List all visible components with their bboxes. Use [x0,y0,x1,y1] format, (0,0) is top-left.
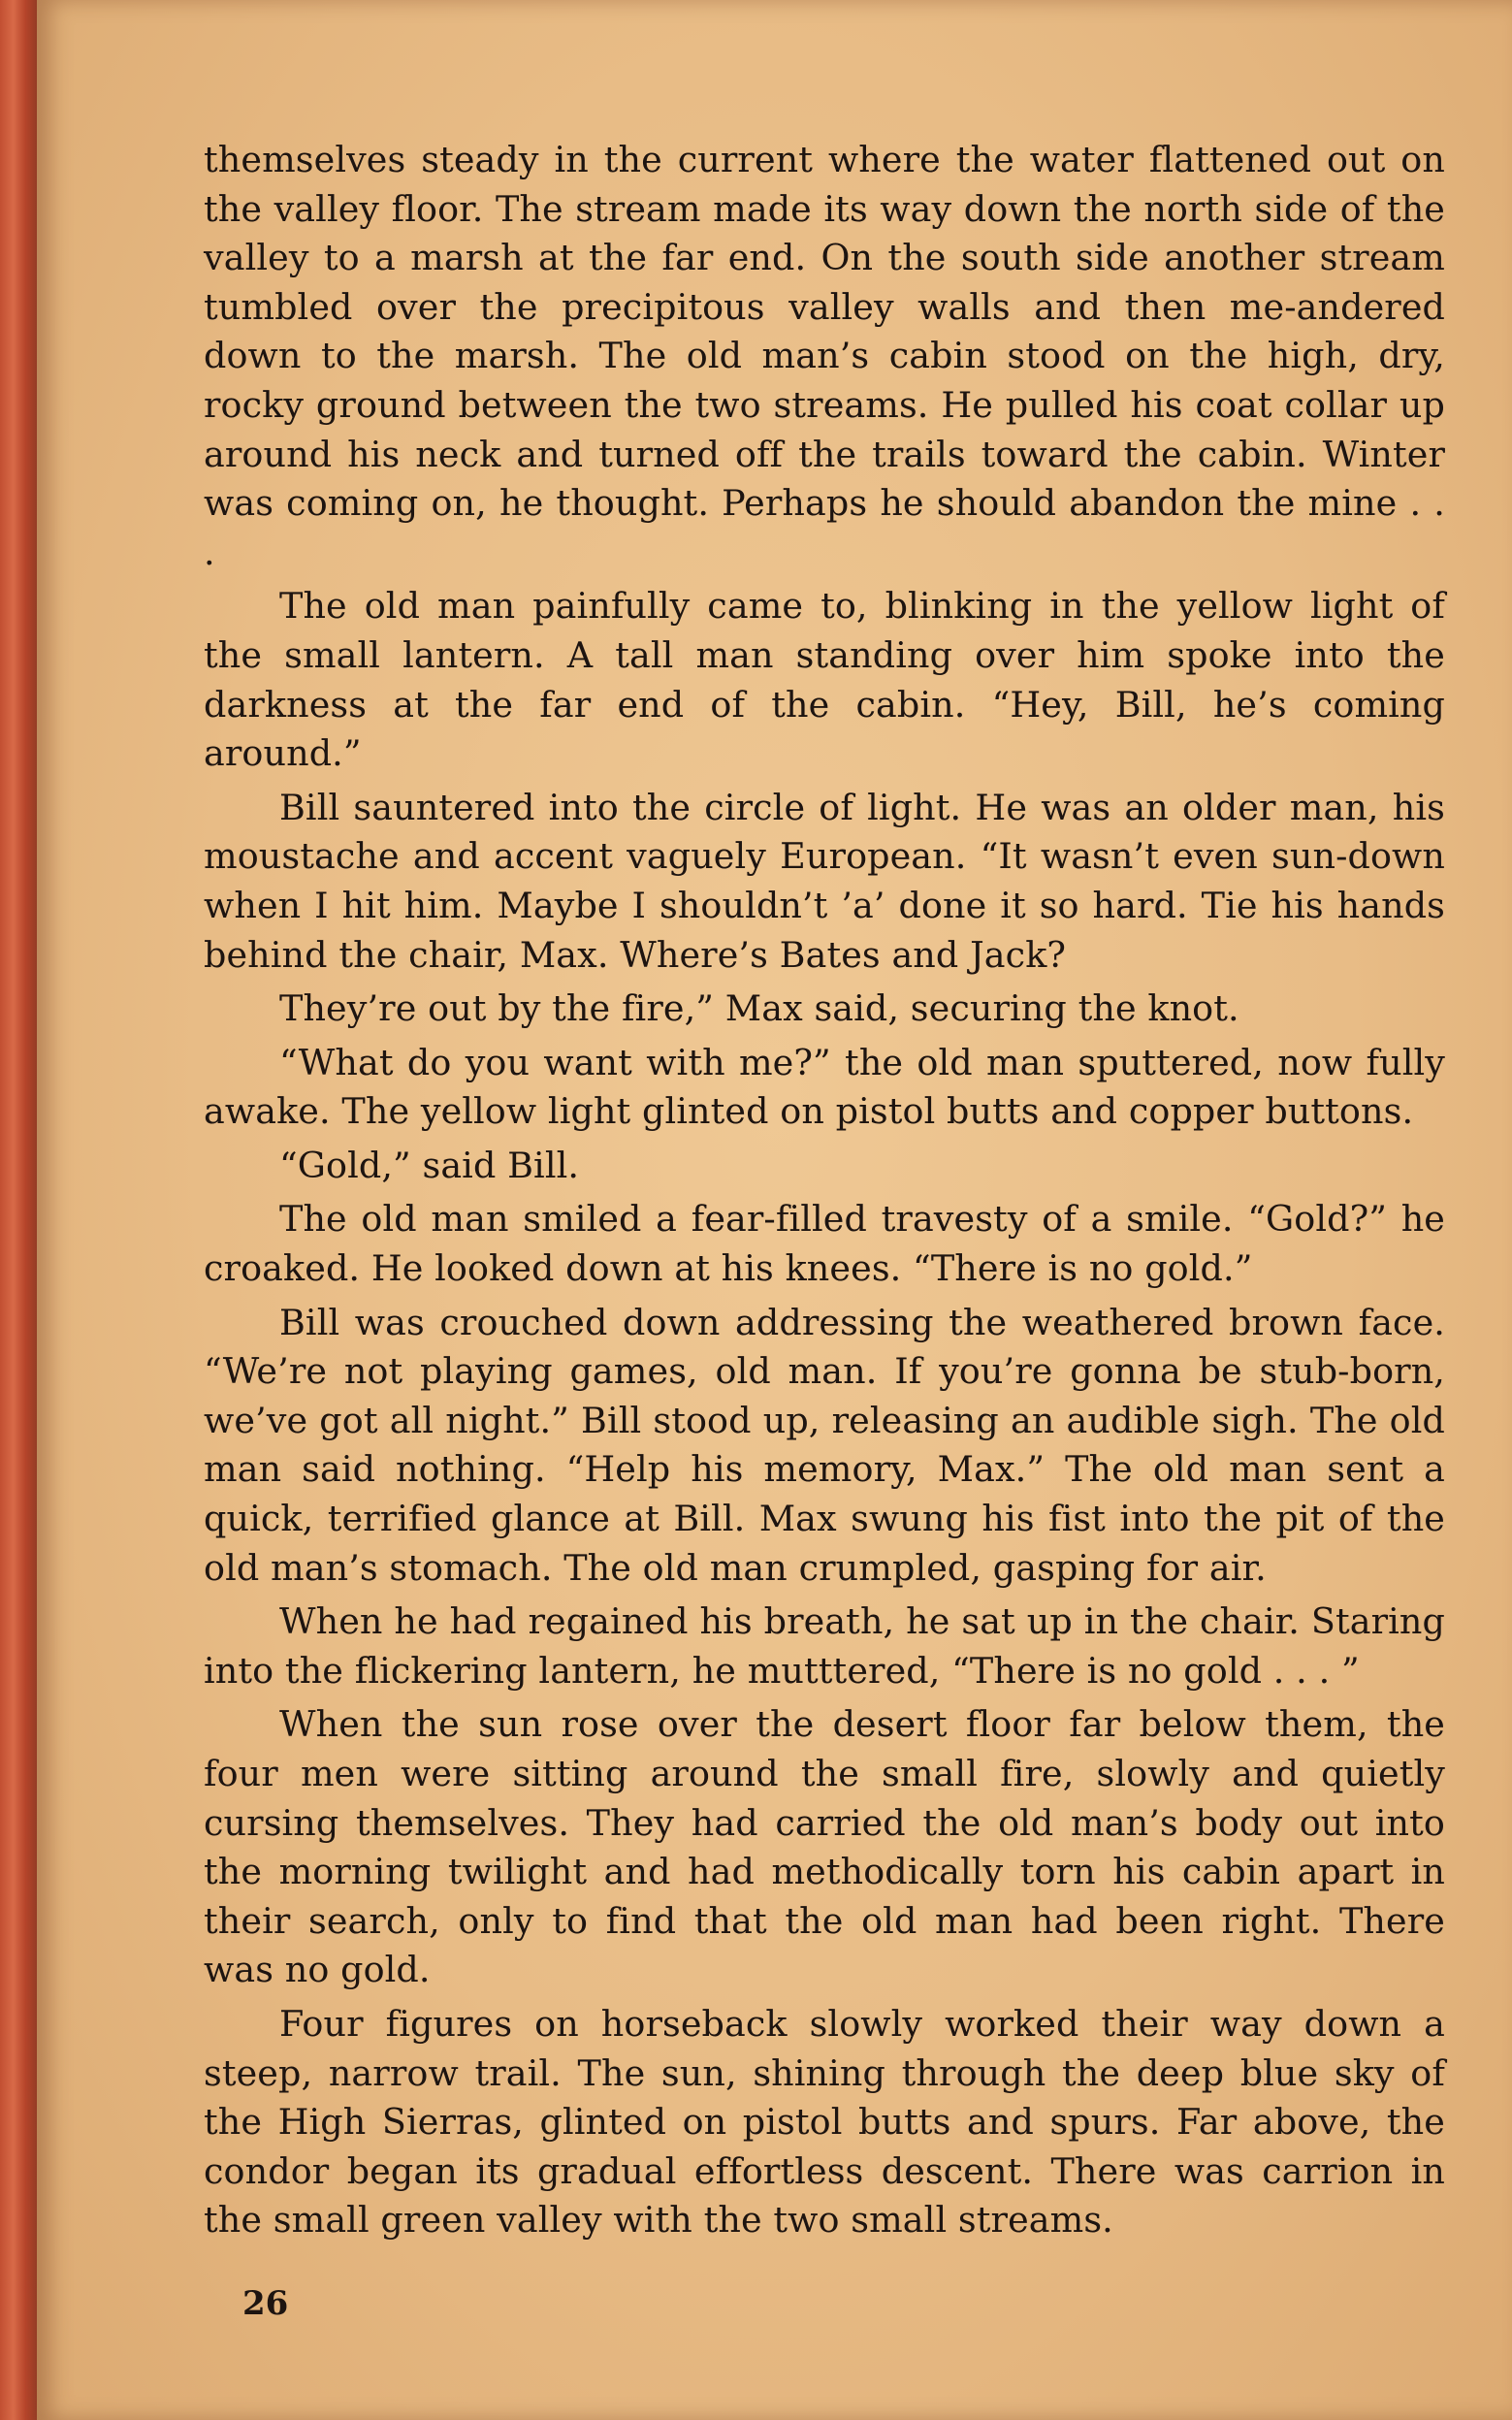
paragraph: Bill was crouched down addressing the weathered brown face. “We’re not playing games, old man. If you’re gonna be stub-born, we’ve got all night.” Bill stood up, releasing an audible sigh. The old man said nothing. “Help his memory, Max.” The old man sent a quick, terrified glance at Bill. Max swung his fist into the pit of the old man’s stomach. The old man crumpled, gasping for air. [204,1301,1445,1589]
page-number: 26 [242,2284,289,2323]
paragraph: When the sun rose over the desert floor far below them, the four men were sitting around the small fire, slowly and quietly cursing themselves. They had carried the old man’s body out into the morning twilight and had methodically torn his cabin apart in their search, only to find that the old man had been right. There was no gold. [204,1703,1445,1991]
paragraph: “Gold,” said Bill. [279,1144,580,1186]
paragraph: When he had regained his breath, he sat up in the chair. Staring into the flickering lantern, he mutttered, “There is no gold . . . ” [204,1600,1445,1692]
paragraph: The old man painfully came to, blinking in the yellow light of the small lantern. A tall man standing over him spoke into the darkness at the far end of the cabin. “Hey, Bill, he’s coming around.” [204,585,1445,775]
paragraph: themselves steady in the current where the water flattened out on the valley floor. The stream made its way down the north side of the valley to a marsh at the far end. On the south side another stream tumbled over the precipitous valley walls and then me-andered down to the marsh. The old man’s cabin stood on the high, dry, rocky ground between the two streams. He pulled his coat collar up around his neck and turned off the trails toward the cabin. Winter was coming on, he thought. Perhaps he should abandon the mine . . . [204,139,1445,573]
paragraph: Four figures on horseback slowly worked their way down a steep, narrow trail. The sun, shining through the deep blue sky of the High Sierras, glinted on pistol butts and spurs. Far above, the condor began its gradual effortless descent. There was carrion in the small green valley with the two small streams. [204,2002,1445,2242]
page-body [204,136,1445,2270]
paragraph: The old man smiled a fear-filled travesty of a smile. “Gold?” he croaked. He looked down at his knees. “There is no gold.” [204,1198,1445,1290]
paragraph: “What do you want with me?” the old man sputtered, now fully awake. The yellow light glinted on pistol butts and copper buttons. [204,1041,1445,1133]
paragraph: Bill sauntered into the circle of light. He was an older man, his moustache and accent vaguely European. “It wasn’t even sun-down when I hit him. Maybe I shouldn’t ’a’ done it so hard. Tie his hands behind the chair, Max. Where’s Bates and Jack? [204,786,1445,976]
paragraph: They’re out by the fire,” Max said, securing the knot. [279,987,1239,1030]
